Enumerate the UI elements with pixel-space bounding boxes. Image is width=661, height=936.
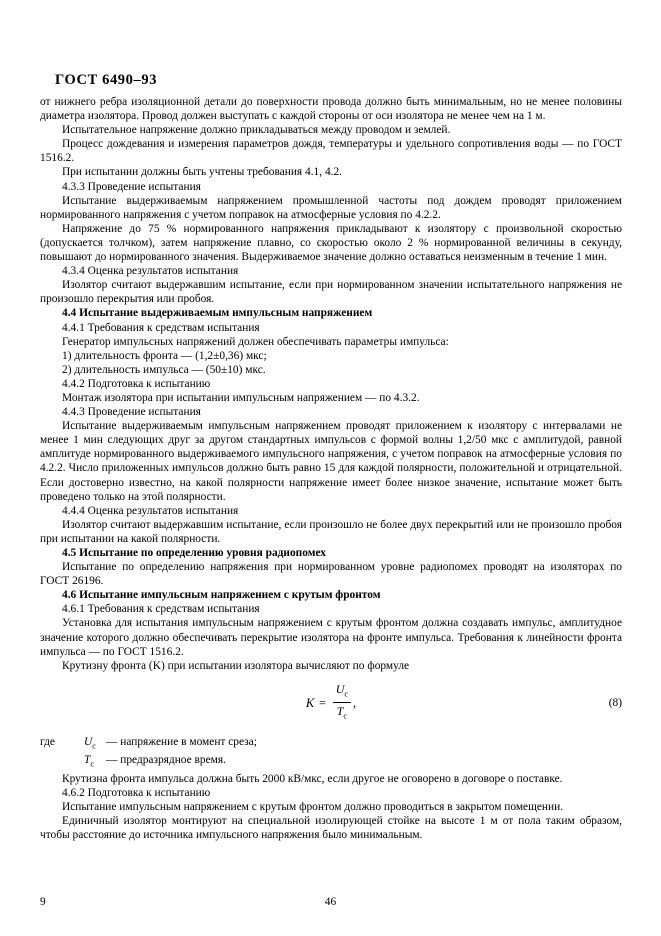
- section-heading: 4.4.1 Требования к средствам испытания: [62, 321, 260, 334]
- legend-symbol: $T_с$: [84, 754, 94, 769]
- formula-denominator: $T_с$: [336, 704, 347, 721]
- paragraph: Единичный изолятор монтируют на специальной изолирующей стойке на высоте 1 м от пола таким образом, чтобы расстояние до источника импульсного напряжения было минимальным.: [40, 814, 622, 841]
- paragraph: Крутизну фронта (K) при испытании изолятора вычисляют по формуле: [62, 659, 410, 672]
- section-heading: 4.3.3 Проведение испытания: [62, 180, 201, 193]
- section-heading: 4.6.1 Требования к средствам испытания: [62, 603, 260, 616]
- section-heading: 4.4.3 Проведение испытания: [62, 406, 201, 419]
- legend-text: — предразрядное время.: [106, 754, 226, 767]
- paragraph: Изолятор считают выдержавшим испытание, если произошло не более двух перекрытий или не произошло пробоя при испытании на какой полярности.: [40, 518, 622, 545]
- legend-row: [40, 753, 622, 771]
- formula-equals: =: [318, 695, 327, 710]
- section-heading: 4.4.2 Подготовка к испытанию: [62, 377, 211, 390]
- paragraph: При испытании должны быть учтены требования 4.1, 4.2.: [62, 166, 343, 179]
- paragraph: Испытание импульсным напряжением с крутым фронтом должно проводиться в закрытом помещении.: [62, 800, 564, 813]
- formula-block: [40, 678, 622, 732]
- paragraph: Монтаж изолятора при испытании импульсным напряжением — по 4.3.2.: [62, 391, 420, 404]
- page-header: ГОСТ 6490–93: [55, 72, 158, 88]
- section-heading-bold: 4.6 Испытание импульсным напряжением с крутым фронтом: [62, 589, 381, 602]
- formula-lhs: K: [305, 695, 315, 710]
- formula-denominator-sub: с: [343, 711, 347, 721]
- paragraph: Испытательное напряжение должно прикладываться между проводом и землей.: [62, 124, 451, 137]
- footer-page-number: 46: [324, 896, 337, 908]
- formula-number: (8): [608, 696, 622, 709]
- paragraph: Крутизна фронта импульса должна быть 2000 кВ/мкс, если другое не оговорено в договоре о поставке.: [62, 772, 563, 785]
- formula-legend: [40, 735, 622, 772]
- paragraph: Испытание выдерживаемым напряжением промышленной частоты под дождем проводят приложением нормированного напряжения с учетом поправок на атмосферные условия по 4.2.2.: [40, 194, 622, 221]
- legend-text: — напряжение в момент среза;: [106, 735, 257, 748]
- formula-trailing-comma: ,: [352, 695, 357, 710]
- paragraph: Генератор импульсных напряжений должен обеспечивать параметры импульса:: [62, 335, 449, 348]
- paragraph: от нижнего ребра изоляционной детали до поверхности провода должно быть минимальным, но не менее половины диаметра изолятора. Провод должен выступать с каждой стороны от оси изолятора не менее чем на 1 м.: [40, 96, 622, 123]
- section-heading-bold: 4.4 Испытание выдерживаемым импульсным напряжением: [62, 307, 373, 320]
- legend-label: где: [40, 735, 55, 748]
- paragraph: Испытание по определению напряжения при нормированном уровне радиопомех проводят на изоляторах по ГОСТ 26196.: [40, 561, 622, 588]
- list-item: 1) длительность фронта — (1,2±0,36) мкс;: [62, 349, 267, 362]
- formula-expression: [306, 682, 356, 724]
- legend-symbol: $U_с$: [84, 735, 96, 751]
- formula-numerator-sub: с: [344, 689, 348, 699]
- document-body: [40, 95, 622, 842]
- paragraph: Изолятор считают выдержавшим испытание, если при нормированном значении испытательного напряжения не произошло перекрытия или пробоя.: [40, 279, 622, 306]
- section-heading: 4.4.4 Оценка результатов испытания: [62, 504, 239, 517]
- paragraph: Процесс дождевания и измерения параметров дождя, температуры и удельного сопротивления воды — по ГОСТ 1516.2.: [40, 138, 622, 165]
- section-heading: 4.6.2 Подготовка к испытанию: [62, 786, 211, 799]
- paragraph: Испытание выдерживаемым импульсным напряжением проводят приложением к изолятору с интервалами не менее 1 мин следующих друг за другом стандартных импульсов с формой волны 1,2/50 мкс с амплитудой, равной амплитуде нормированного выдерживаемого импульсного напряжения, с учетом поправок на атмосферные условия по 4.2.2. Число приложенных импульсов должно быть равно 15 для каждой полярности, положительной и отрицательной. Если достоверно известно, на какой полярности напряжение имеет более низкое значение, испытание может быть проведено только на этой полярности.: [40, 420, 622, 503]
- section-heading-bold: 4.5 Испытание по определению уровня радиопомех: [62, 547, 327, 559]
- paragraph: Установка для испытания импульсным напряжением с крутым фронтом должна создавать импульс, амплитудное значение которого должно обеспечивать перекрытие изолятора на фронте импульса. Требования к линейности фронта импульса — по ГОСТ 1516.2.: [40, 617, 622, 658]
- formula-numerator: $U_с$: [333, 682, 351, 703]
- formula-fraction: [333, 682, 351, 724]
- section-heading: 4.3.4 Оценка результатов испытания: [62, 265, 239, 278]
- list-item: 2) длительность импульса — (50±10) мкс.: [62, 363, 266, 376]
- legend-row: [40, 735, 622, 753]
- paragraph: Напряжение до 75 % нормированного напряжения прикладывают к изолятору с произвольной скоростью (допускается толчком), затем напряжение плавно, со скоростью около 2 % нормированной величины в секунду, повышают до нормированного значения. Выдерживаемое значение должно оставаться неизменным в течение 1 мин.: [40, 222, 622, 264]
- footer-page-left: 9: [40, 896, 46, 908]
